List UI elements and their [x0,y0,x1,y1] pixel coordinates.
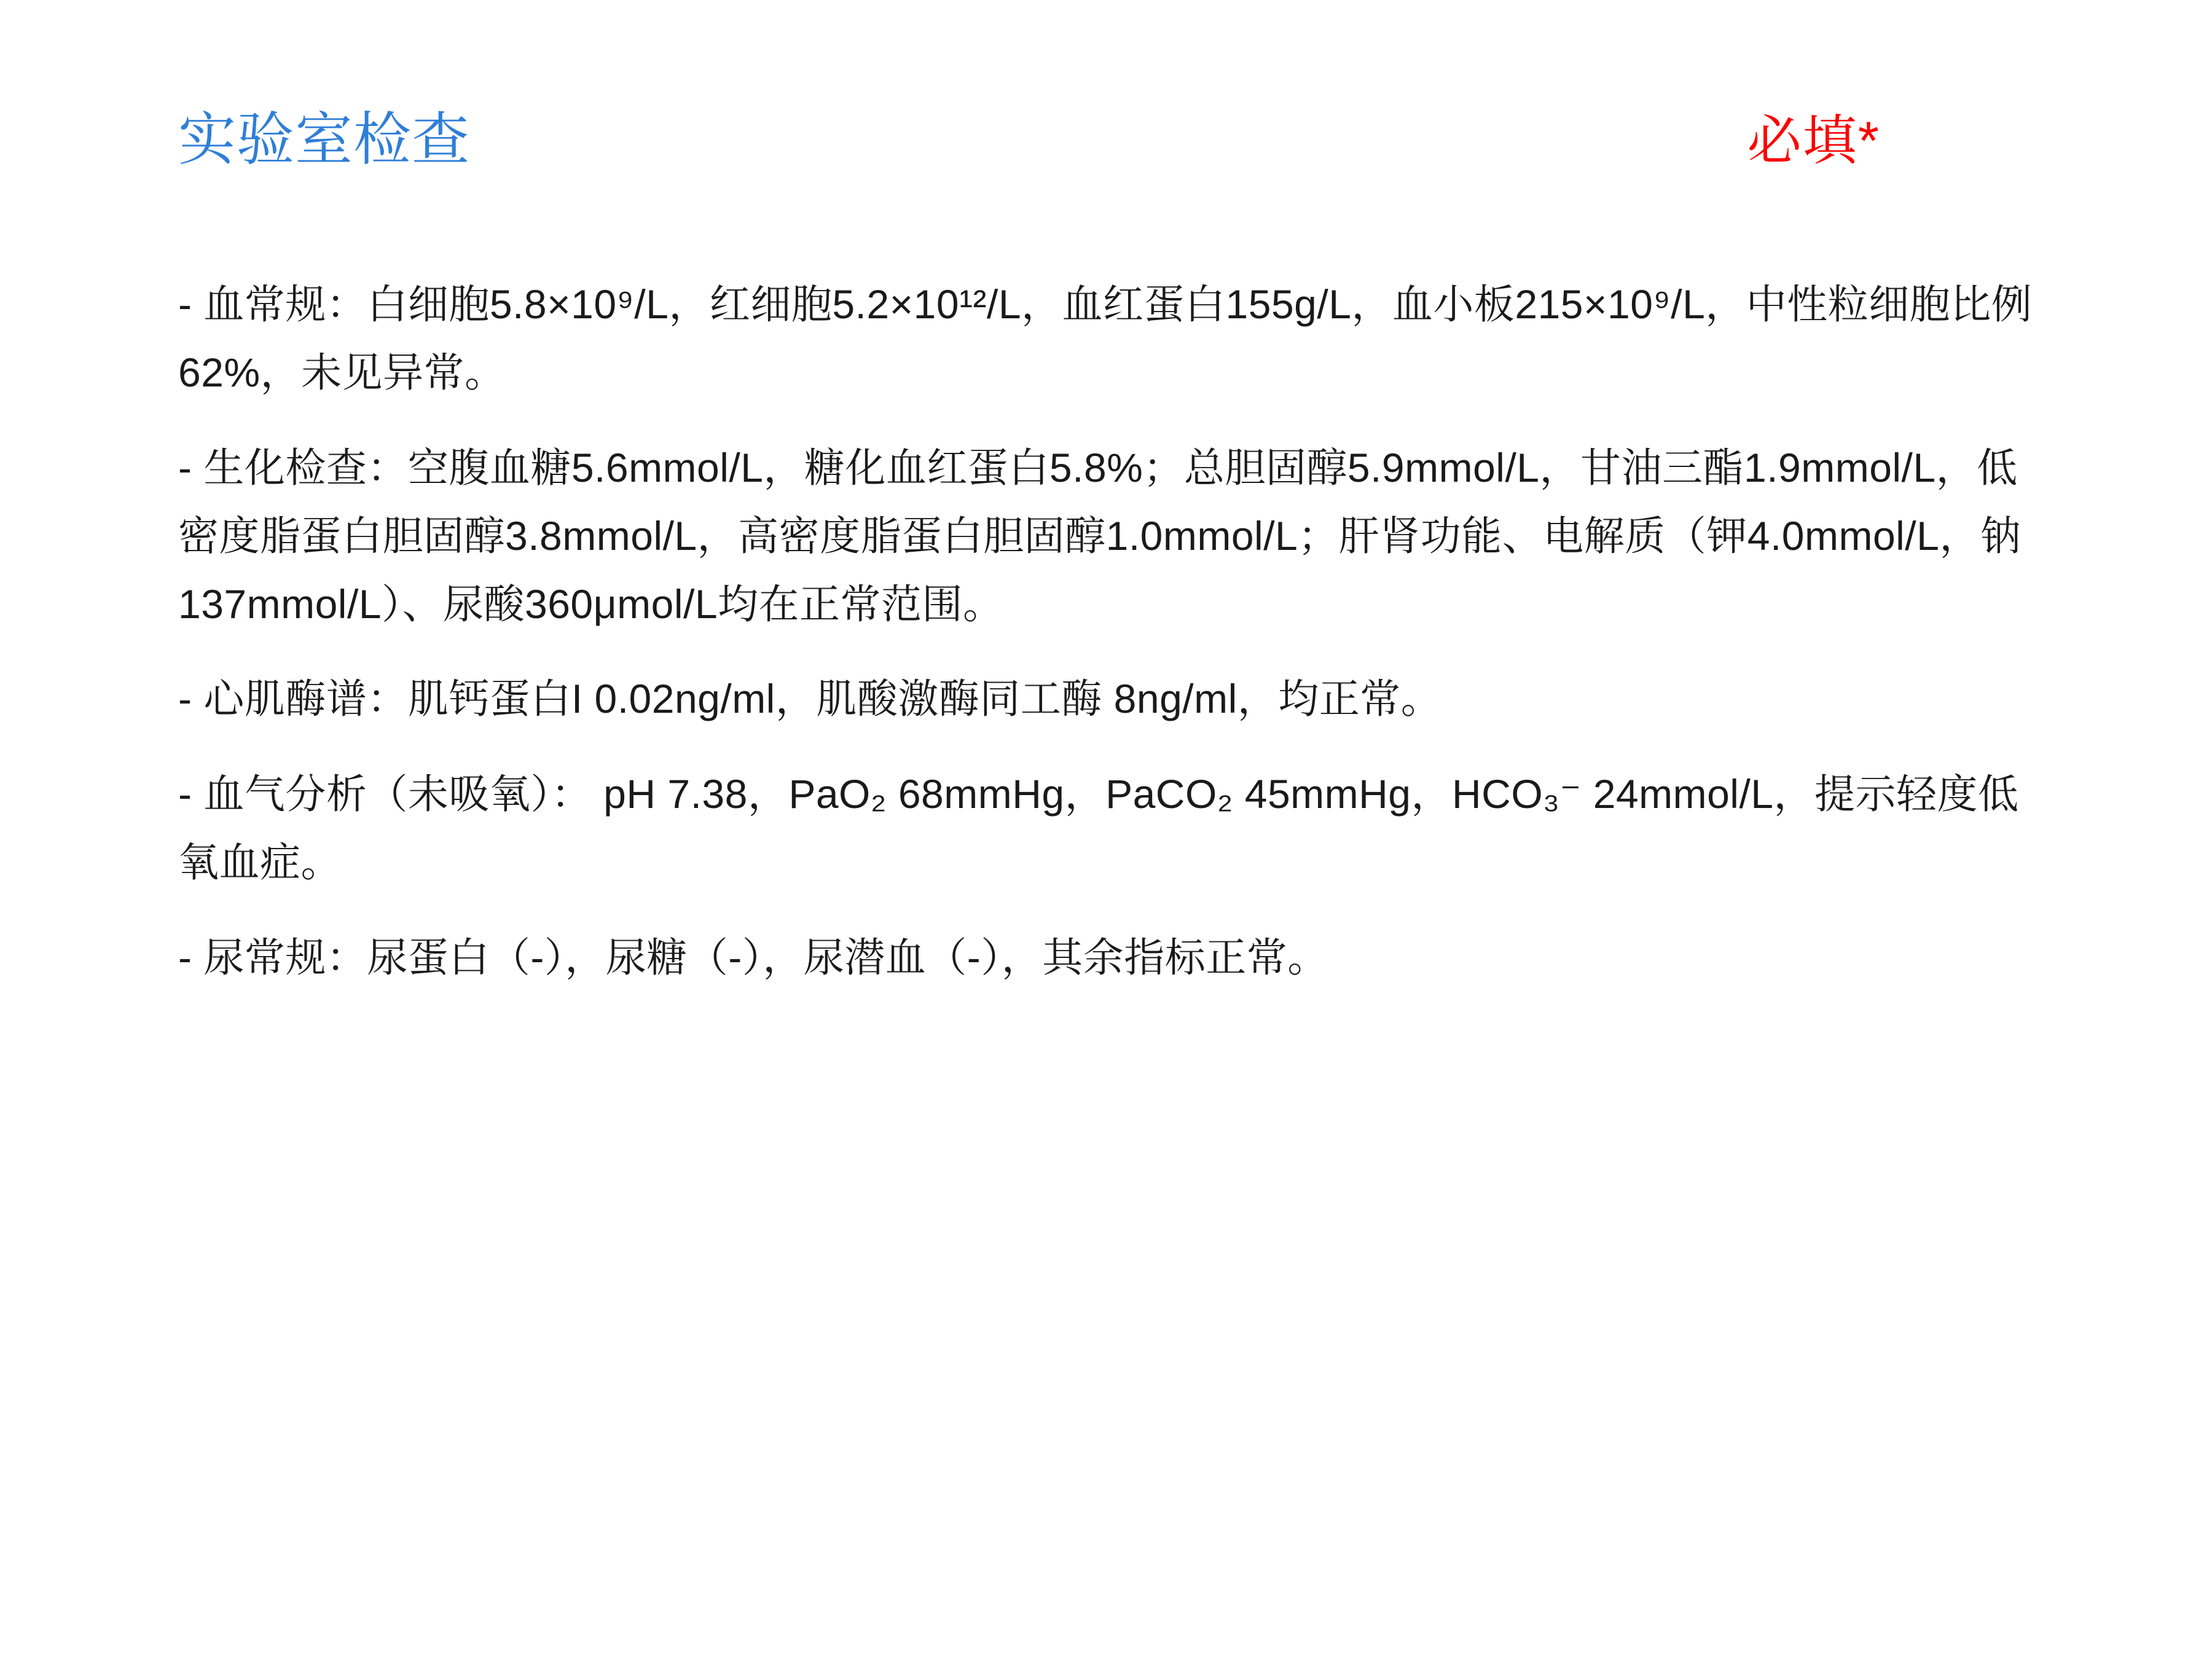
lab-section-cardiac-enzymes: - 心肌酶谱：肌钙蛋白I 0.02ng/ml，肌酸激酶同工酶 8ng/ml，均正常。 [178,676,1442,722]
lab-results-body [178,270,2040,992]
lab-section-blood-gas: - 血气分析（未吸氧）： pH 7.38，PaO₂ 68mmHg，PaCO₂ 45mmHg，HCO₃⁻ 24mmol/L，提示轻度低氧血症。 [178,771,2019,885]
lab-section-blood-routine: - 血常规：白细胞5.8×10⁹/L，红细胞5.2×10¹²/L，血红蛋白155g/L，血小板215×10⁹/L，中性粒细胞比例62%，未见异常。 [178,281,2033,395]
slide-header [178,108,1917,171]
required-field-marker: 必填* [1747,110,1880,171]
page-title: 实验室检查 [178,107,471,171]
lab-section-biochemistry: - 生化检查：空腹血糖5.6mmol/L，糖化血红蛋白5.8%；总胆固醇5.9mmol/L，甘油三酯1.9mmol/L，低密度脂蛋白胆固醇3.8mmol/L，高密度脂蛋白胆固醇1.0mmol/L；肝肾功能、电解质（钾4.0mmol/L，钠137mmol/L）、尿酸360μmol/L均在正常范围。 [178,444,2022,627]
lab-section-urine-routine: - 尿常规：尿蛋白（-），尿糖（-），尿潜血（-），其余指标正常。 [178,935,1328,980]
